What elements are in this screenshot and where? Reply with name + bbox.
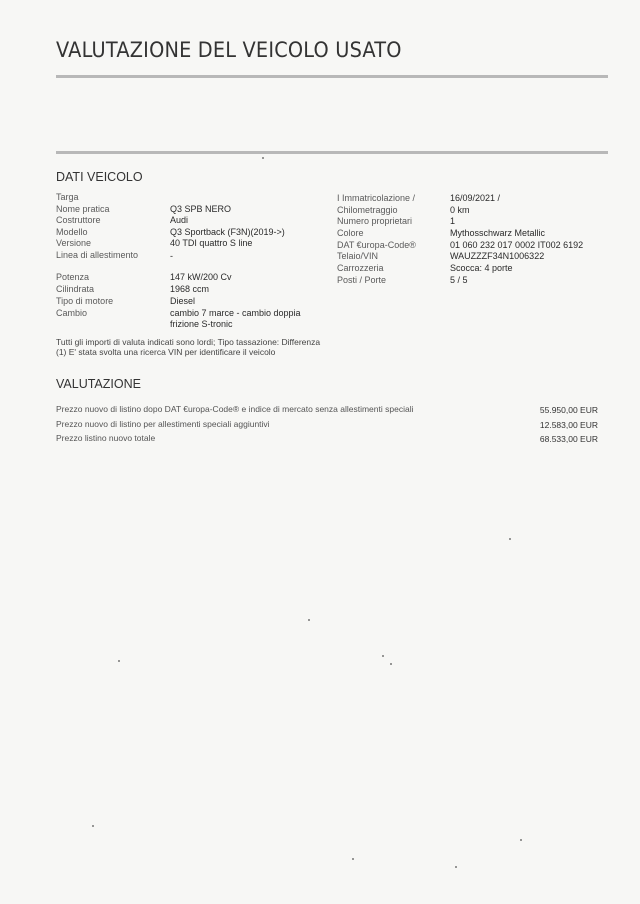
title-divider xyxy=(56,75,608,78)
field-label-colore: Colore xyxy=(337,228,364,238)
field-label-targa: Targa xyxy=(56,192,79,202)
field-value-carrozzeria: Scocca: 4 porte xyxy=(450,263,513,273)
field-value-chilometraggio: 0 km xyxy=(450,204,470,215)
scan-speck xyxy=(92,825,94,827)
scan-speck xyxy=(520,839,522,841)
field-label-cilindrata: Cilindrata xyxy=(56,284,95,294)
price-value-base: 55.950,00 EUR xyxy=(539,405,598,415)
scan-speck xyxy=(352,858,354,860)
field-value-numero-proprietari: 1 xyxy=(450,216,456,226)
section-divider xyxy=(56,151,608,154)
note-tax: Tutti gli importi di valuta indicati sono lordi; Tipo tassazione: Differenza xyxy=(56,337,321,347)
field-value-versione: 40 TDI quattro S line xyxy=(170,238,253,248)
valuation-section-heading: VALUTAZIONE xyxy=(56,377,141,391)
field-label-dat-code: DAT €uropa-Code® xyxy=(337,239,416,250)
field-label-numero-proprietari: Numero proprietari xyxy=(337,216,413,226)
scan-speck xyxy=(382,655,384,657)
field-value-immatricolazione: 16/09/2021 / xyxy=(450,193,501,203)
price-label-total: Prezzo listino nuovo totale xyxy=(56,433,156,443)
scan-speck xyxy=(262,157,264,159)
field-label-cambio: Cambio xyxy=(56,308,88,318)
scan-speck xyxy=(455,866,457,868)
field-value-telaio-vin: WAUZZZF34N1006322 xyxy=(450,251,545,261)
scan-speck xyxy=(308,619,310,621)
field-value-linea-allestimento: - xyxy=(170,251,173,261)
field-label-potenza: Potenza xyxy=(56,272,90,282)
field-label-telaio-vin: Telaio/VIN xyxy=(337,251,379,261)
scan-speck xyxy=(509,538,511,540)
field-value-potenza: 147 kW/200 Cv xyxy=(170,272,232,282)
field-label-chilometraggio: Chilometraggio xyxy=(337,204,398,215)
field-label-nome-pratica: Nome pratica xyxy=(56,203,110,214)
field-value-dat-code: 01 060 232 017 0002 IT002 6192 xyxy=(450,239,584,250)
price-label-options: Prezzo nuovo di listino per allestimenti speciali aggiuntivi xyxy=(56,419,270,429)
field-label-costruttore: Costruttore xyxy=(56,215,101,225)
field-label-carrozzeria: Carrozzeria xyxy=(337,263,384,273)
price-label-base: Prezzo nuovo di listino dopo DAT €uropa-Code® e indice di mercato senza allestimenti speciali xyxy=(56,404,414,414)
field-value-tipo-motore: Diesel xyxy=(170,296,196,306)
field-value-modello: Q3 Sportback (F3N)(2019->) xyxy=(170,226,285,237)
field-label-immatricolazione: I Immatricolazione / xyxy=(337,193,416,203)
field-label-tipo-motore: Tipo di motore xyxy=(56,296,114,306)
scan-speck xyxy=(118,660,120,662)
field-label-linea-allestimento: Linea di allestimento xyxy=(56,249,139,260)
note-vin-search: (1) E' stata svolta una ricerca VIN per identificare il veicolo xyxy=(56,347,276,357)
field-value-cambio: cambio 7 marce - cambio doppia xyxy=(170,308,301,318)
scan-speck xyxy=(390,663,392,665)
field-value-posti-porte: 5 / 5 xyxy=(450,275,468,285)
price-value-total: 68.533,00 EUR xyxy=(539,434,598,444)
vehicle-section-heading: DATI VEICOLO xyxy=(56,170,143,184)
field-value-cilindrata: 1968 ccm xyxy=(170,284,210,294)
document-title: VALUTAZIONE DEL VEICOLO USATO xyxy=(56,38,402,62)
field-value-nome-pratica: Q3 SPB NERO xyxy=(170,203,232,214)
field-label-versione: Versione xyxy=(56,238,92,248)
field-value-cambio-line2: frizione S-tronic xyxy=(170,319,233,329)
field-value-costruttore: Audi xyxy=(170,215,189,225)
field-value-colore: Mythosschwarz Metallic xyxy=(450,228,546,238)
field-label-modello: Modello xyxy=(56,226,88,237)
field-label-posti-porte: Posti / Porte xyxy=(337,275,387,285)
price-value-options: 12.583,00 EUR xyxy=(539,420,598,430)
